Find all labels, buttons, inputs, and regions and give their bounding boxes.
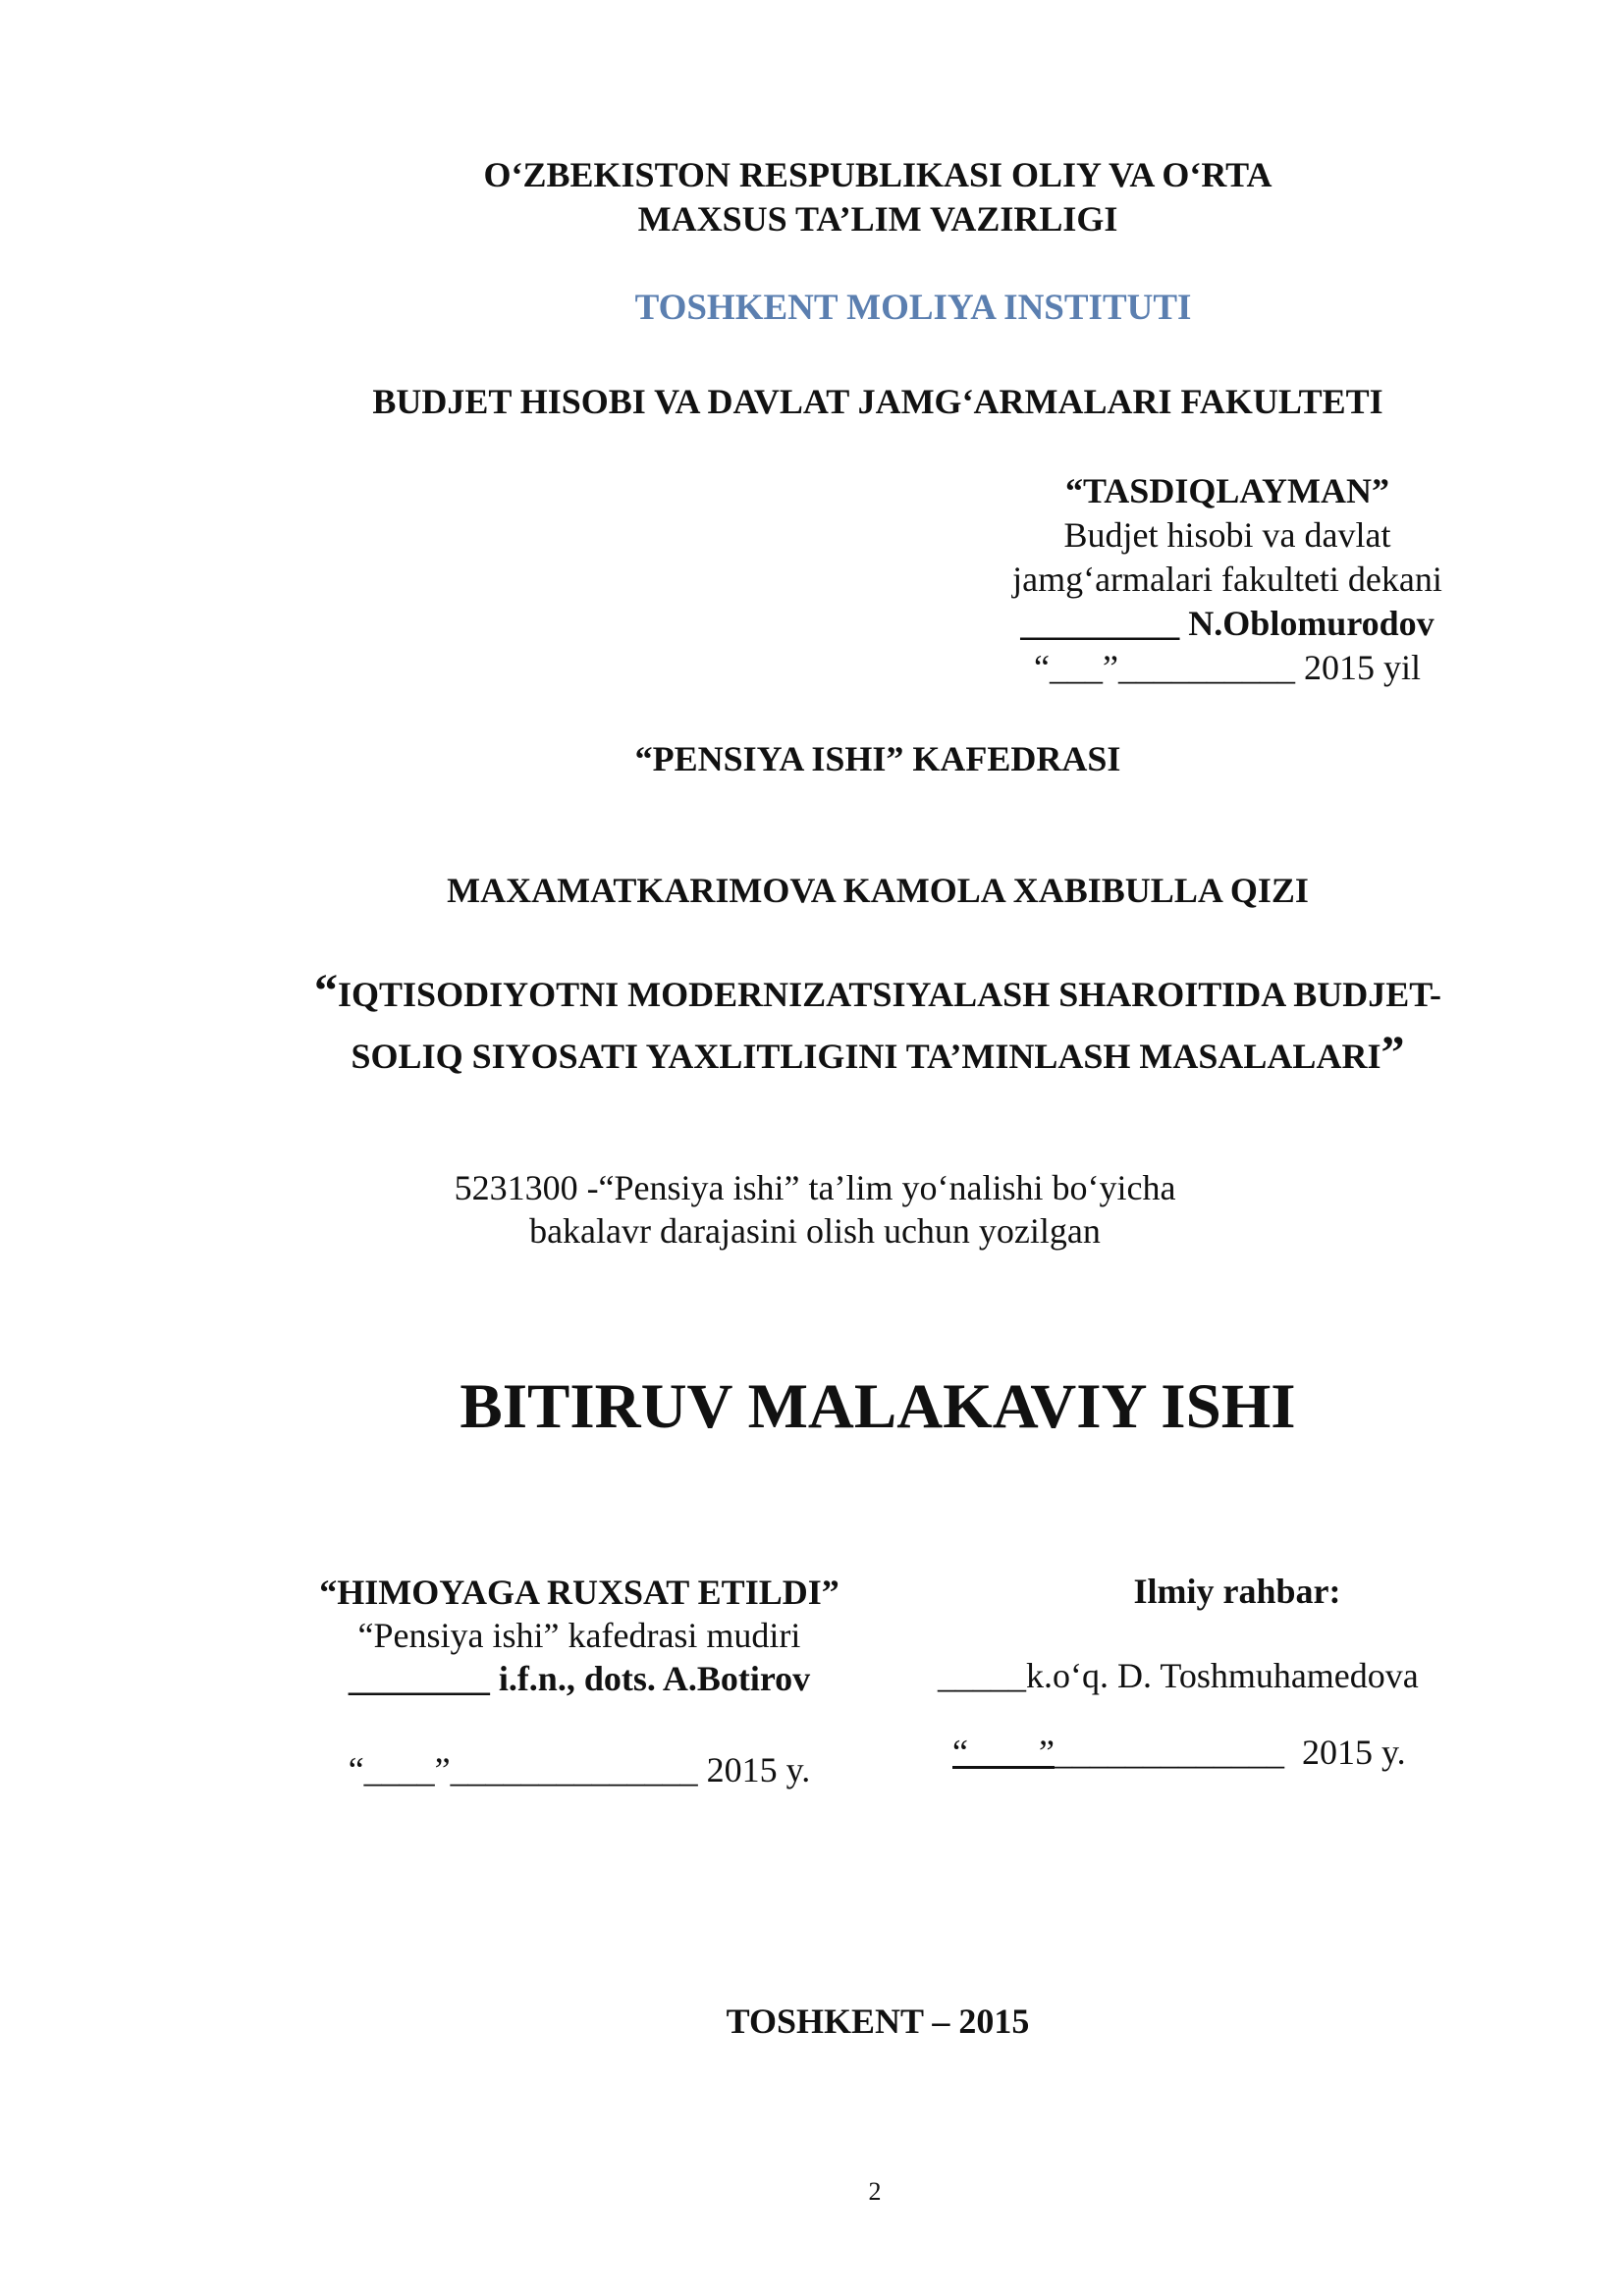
topic-line-1 bbox=[0, 962, 1624, 1024]
direction-line-1: 5231300 -“Pensiya ishi” ta’lim yo‘nalishi bo‘yicha bbox=[454, 1168, 1176, 1207]
ministry-line-2: MAXSUS TA’LIM VAZIRLIGI bbox=[637, 199, 1118, 239]
ministry-line-1: O‘ZBEKISTON RESPUBLIKASI OLIY VA O‘RTA bbox=[483, 155, 1272, 194]
adviser-date-blank: _____________ bbox=[1054, 1733, 1284, 1772]
adviser-title: Ilmiy rahbar: bbox=[1133, 1572, 1341, 1611]
department-name: “PENSIYA ISHI” KAFEDRASI bbox=[634, 739, 1121, 778]
defense-permission-position: “Pensiya ishi” kafedrasi mudiri bbox=[357, 1616, 801, 1655]
approval-block bbox=[952, 469, 1502, 690]
student-name: MAXAMATKARIMOVA KAMOLA XABIBULLA QIZI bbox=[447, 871, 1309, 910]
adviser-signature-line bbox=[938, 1655, 1419, 1696]
institute-name: TOSHKENT MOLIYA INSTITUTI bbox=[634, 288, 1192, 328]
approval-position-line-1: Budjet hisobi va davlat bbox=[1063, 515, 1391, 555]
adviser-date-year: 2015 y. bbox=[1301, 1733, 1406, 1772]
topic-line-1-text: IQTISODIYOTNI MODERNIZATSIYALASH SHAROITIDA BUDJET- bbox=[338, 975, 1441, 1014]
work-type-title: BITIRUV MALAKAVIY ISHI bbox=[460, 1371, 1296, 1442]
defense-permission-title: “HIMOYAGA RUXSAT ETILDI” bbox=[319, 1573, 839, 1612]
thesis-topic bbox=[0, 962, 1624, 1086]
topic-open-quote: “ bbox=[314, 965, 339, 1017]
study-direction bbox=[0, 1166, 1624, 1253]
adviser-date-quotes: “____” bbox=[952, 1733, 1055, 1772]
defense-permission-signature-blank: ________ bbox=[348, 1659, 490, 1698]
approval-signature-line bbox=[952, 602, 1502, 646]
approval-signature-blank: _________ bbox=[1020, 604, 1180, 643]
adviser-name: k.o‘q. D. Toshmuhamedova bbox=[1026, 1656, 1419, 1695]
adviser-date bbox=[952, 1732, 1406, 1773]
topic-close-quote: ” bbox=[1380, 1027, 1405, 1079]
approval-date: “___”__________ 2015 yil bbox=[1034, 648, 1421, 687]
ministry-heading bbox=[0, 153, 1624, 241]
defense-permission-date: “____”______________ 2015 y. bbox=[348, 1750, 811, 1789]
approval-title: “TASDIQLAYMAN” bbox=[1064, 471, 1390, 510]
defense-permission-block bbox=[196, 1571, 962, 1700]
page-number: 2 bbox=[868, 2177, 882, 2206]
defense-permission-signer: i.f.n., dots. A.Botirov bbox=[498, 1659, 811, 1698]
city-year: TOSHKENT – 2015 bbox=[726, 2002, 1030, 2041]
topic-line-2-text: SOLIQ SIYOSATI YAXLITLIGINI TA’MINLASH MASALALARI bbox=[351, 1037, 1381, 1076]
defense-permission-signature-line bbox=[196, 1657, 962, 1700]
approval-signer: N.Oblomurodov bbox=[1188, 604, 1435, 643]
adviser-signature-blank: _____ bbox=[938, 1656, 1026, 1695]
approval-position-line-2: jamg‘armalari fakulteti dekani bbox=[1012, 560, 1442, 599]
faculty-name: BUDJET HISOBI VA DAVLAT JAMG‘ARMALARI FAKULTETI bbox=[372, 382, 1383, 421]
direction-line-2: bakalavr darajasini olish uchun yozilgan bbox=[529, 1211, 1101, 1251]
topic-line-2 bbox=[0, 1024, 1624, 1086]
